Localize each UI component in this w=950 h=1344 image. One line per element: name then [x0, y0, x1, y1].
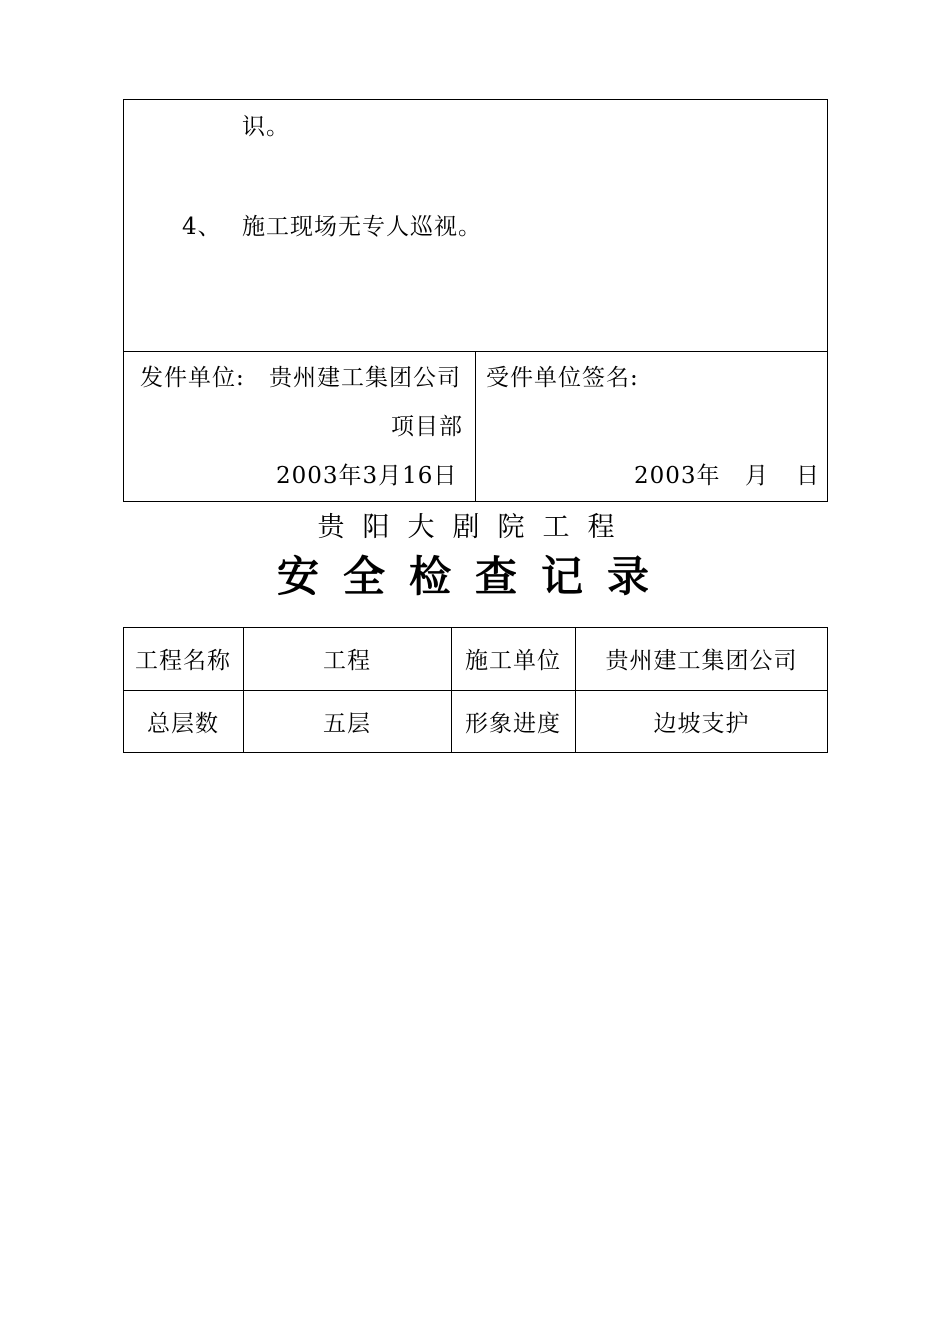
project-title: 贵阳大剧院工程	[317, 512, 633, 543]
sender-dept: 项目部	[391, 414, 463, 440]
project-name-value: 工程	[323, 648, 371, 674]
sender-date: 2003年3月16日	[276, 463, 458, 489]
sender-label: 发件单位:	[140, 365, 245, 391]
sender-org: 贵州建工集团公司	[269, 365, 461, 391]
project-name-label: 工程名称	[135, 648, 231, 674]
notice-item-number: 4、	[182, 214, 222, 240]
contractor-value: 贵州建工集团公司	[605, 648, 798, 674]
receiver-label: 受件单位签名:	[486, 365, 639, 391]
notice-item-text: 施工现场无专人巡视。	[242, 214, 482, 240]
receiver-date-month: 月	[745, 463, 769, 489]
floors-value: 五层	[323, 711, 371, 737]
progress-label: 形象进度	[465, 711, 561, 737]
contractor-label: 施工单位	[465, 648, 561, 674]
receiver-date-year: 2003年	[634, 463, 721, 489]
record-title: 安全检查记录	[276, 552, 673, 601]
signature-divider	[475, 351, 476, 502]
progress-value: 边坡支护	[653, 711, 750, 737]
floors-label: 总层数	[147, 711, 219, 737]
receiver-date-day: 日	[796, 463, 820, 489]
notice-line-tail: 识。	[242, 114, 290, 140]
